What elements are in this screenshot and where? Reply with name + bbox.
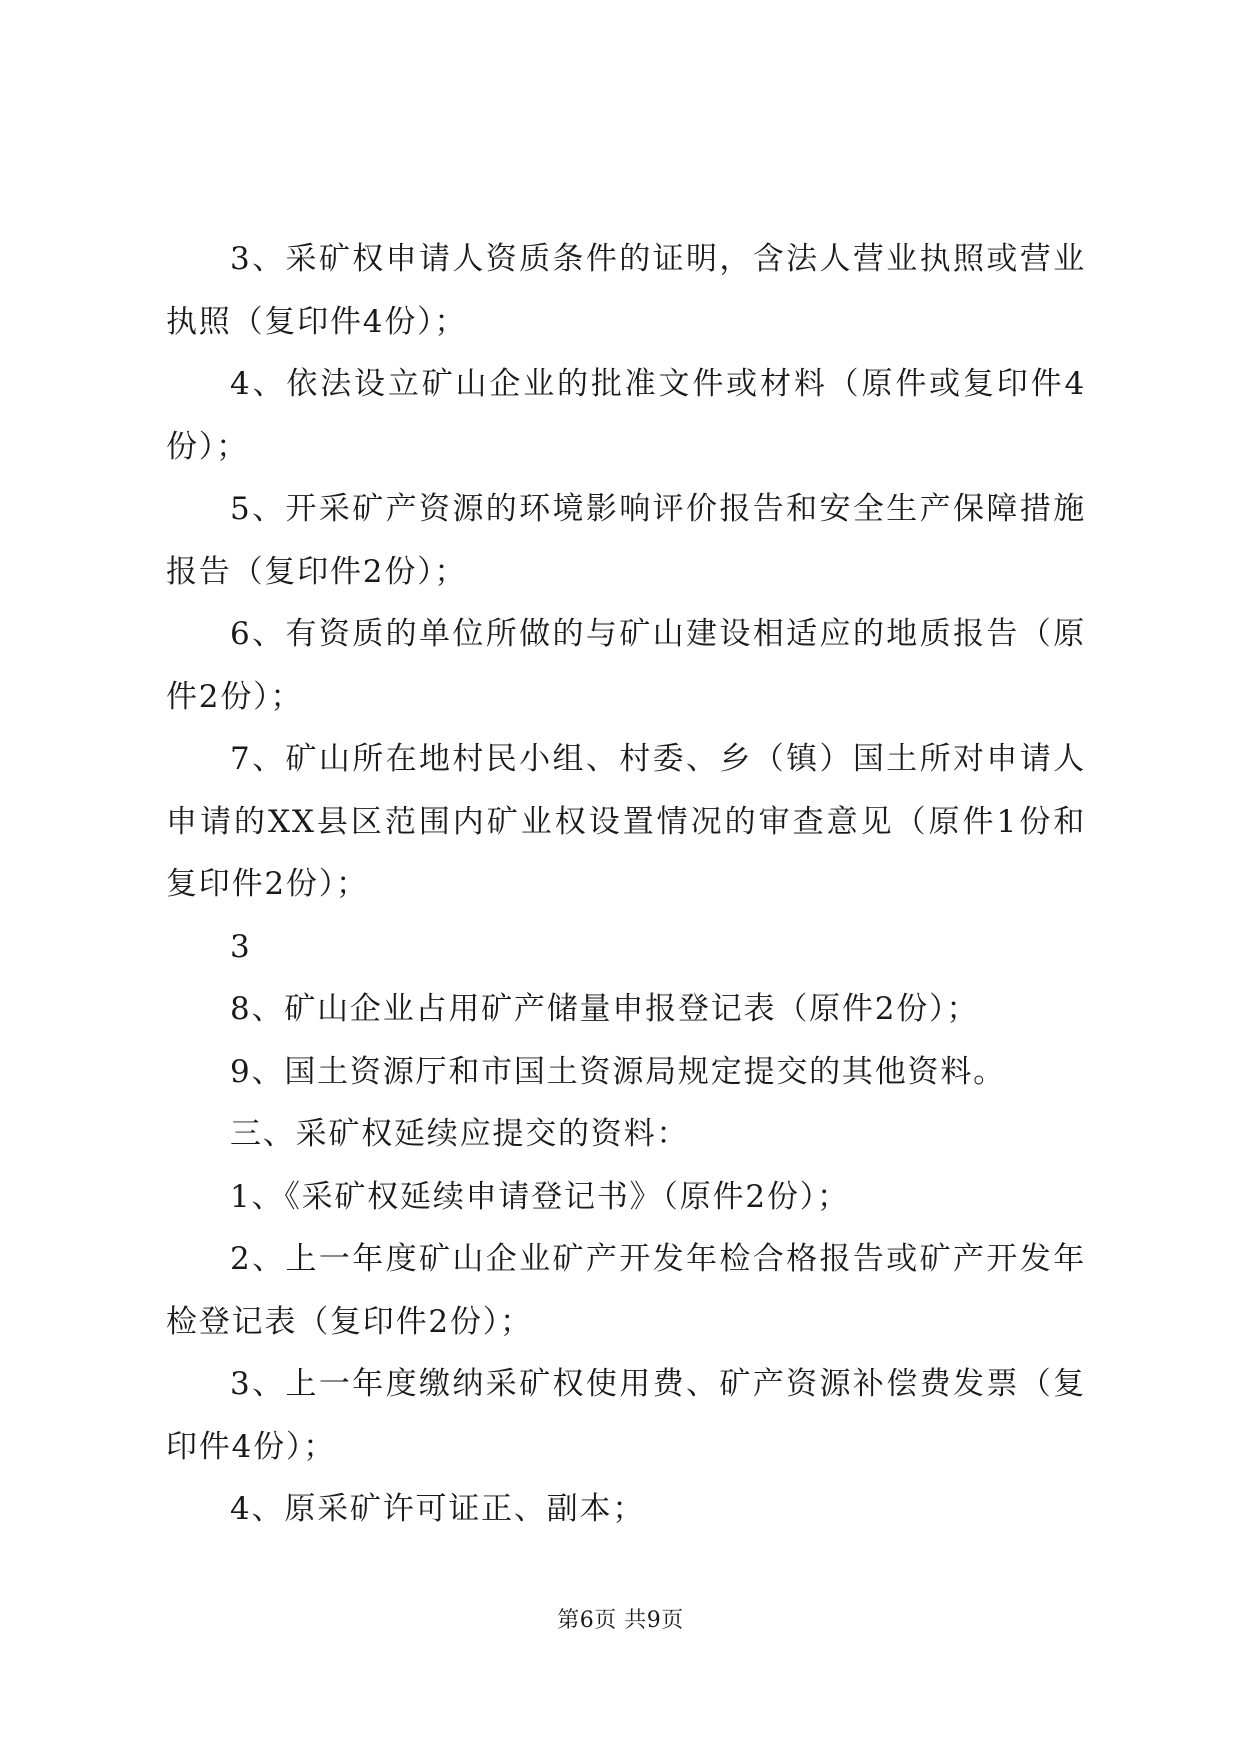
section-heading-extension: 三、采矿权延续应提交的资料： <box>230 1116 690 1152</box>
paragraph-ext-item-4-original-license: 4、原采矿许可证正、副本； <box>230 1491 646 1527</box>
paragraph-stray-number: 3 <box>230 928 252 965</box>
paragraph-item-4-approval-documents: 4、依法设立矿山企业的批准文件或材料（原件或复印件4份）； <box>166 366 1086 465</box>
document-body <box>166 228 1086 1541</box>
paragraph-item-7-review-opinion: 7、矿山所在地村民小组、村委、乡（镇）国土所对申请人申请的XX县区范围内矿业权设置情况的审查意见（原件1份和复印件2份）； <box>166 741 1086 902</box>
paragraph-ext-item-3-fee-invoices: 3、上一年度缴纳采矿权使用费、矿产资源补偿费发票（复印件4份）； <box>166 1366 1086 1465</box>
paragraph-item-5-environment-safety-report: 5、开采矿产资源的环境影响评价报告和安全生产保障措施报告（复印件2份）； <box>166 491 1086 590</box>
paragraph-item-3-qualification: 3、采矿权申请人资质条件的证明，含法人营业执照或营业执照（复印件4份）； <box>166 241 1086 340</box>
page-footer <box>0 1606 1241 1636</box>
paragraph-ext-item-1-application: 1、《采矿权延续申请登记书》（原件2份）； <box>230 1178 850 1215</box>
paragraph-item-8-reserve-registration: 8、矿山企业占用矿产储量申报登记表（原件2份）； <box>230 991 980 1027</box>
paragraph-item-6-geological-report: 6、有资质的单位所做的与矿山建设相适应的地质报告（原件2份）； <box>166 616 1086 715</box>
paragraph-item-9-other-materials: 9、国土资源厅和市国土资源局规定提交的其他资料。 <box>230 1053 1006 1090</box>
page-number-label: 第6页 共9页 <box>557 1608 684 1633</box>
paragraph-ext-item-2-annual-inspection: 2、上一年度矿山企业矿产开发年检合格报告或矿产开发年检登记表（复印件2份）； <box>166 1241 1086 1340</box>
